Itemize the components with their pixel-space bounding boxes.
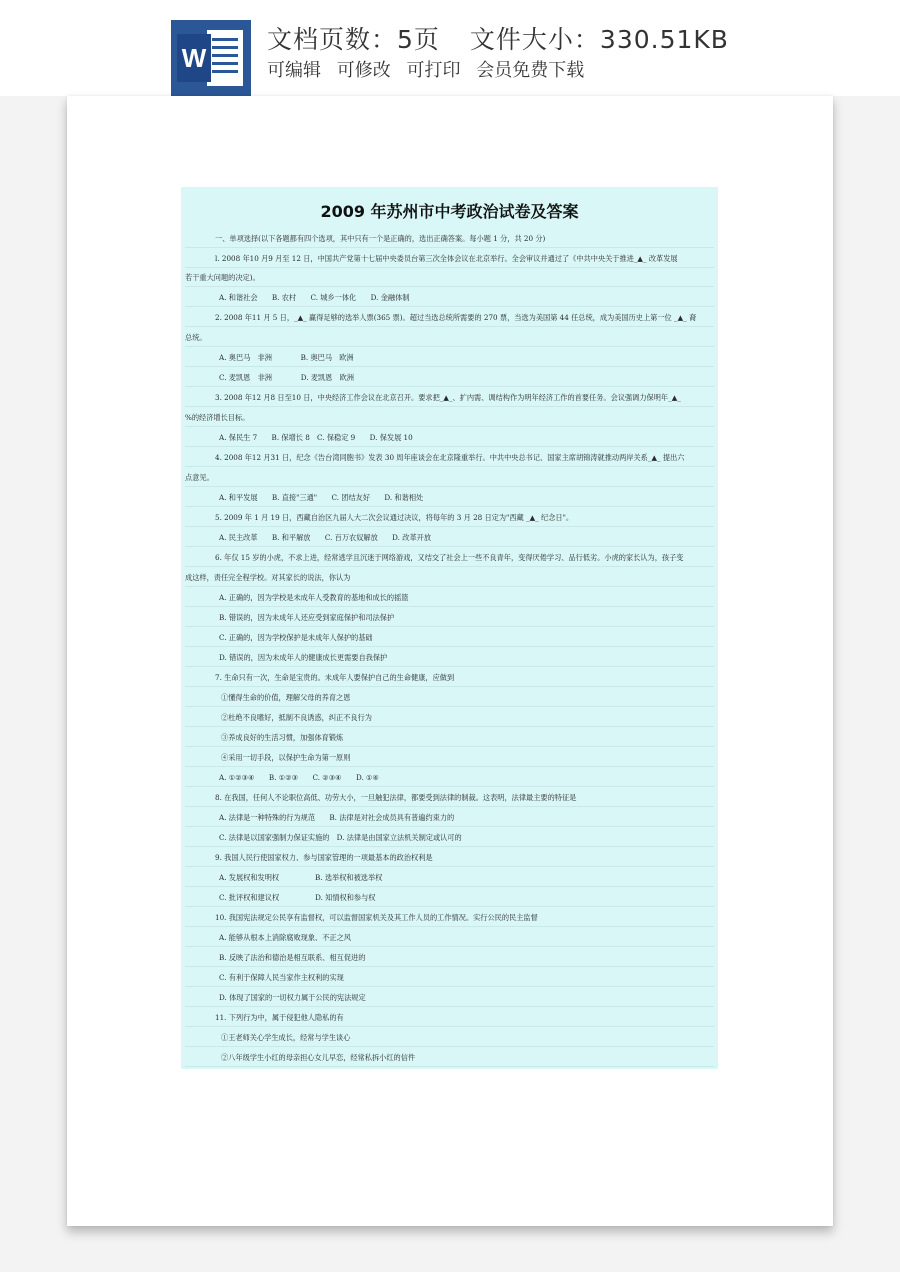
line-divider	[185, 806, 714, 807]
document-line: A. 发展权和发明权 B. 选举权和被选举权	[219, 873, 383, 882]
feature-printable: 可打印	[406, 60, 461, 81]
page-count: 文档页数：5页	[267, 25, 440, 54]
document-line: 若干重大问题的决定)。	[185, 273, 260, 282]
document-line: 4. 2008 年12 月31 日，纪念《告台湾同胞书》发表 30 周年座谈会在北京隆重举行。中共中央总书记、国家主席胡锦涛就推动两岸关系_▲_ 提出六	[215, 453, 685, 462]
line-divider	[185, 446, 714, 447]
document-line: A. 民主改革 B. 和平解放 C. 百万农奴解放 D. 改革开放	[219, 533, 432, 542]
document-line: D. 错误的，因为未成年人的健康成长更需要自我保护	[219, 653, 388, 662]
line-divider	[185, 346, 714, 347]
document-line: C. 法律是以国家强制力保证实施的 D. 法律是由国家立法机关制定或认可的	[219, 833, 462, 842]
document-content	[181, 187, 718, 1069]
line-divider	[185, 426, 714, 427]
document-line: A. 保民生 7 B. 保增长 8 C. 保稳定 9 D. 保发展 10	[219, 433, 413, 442]
line-divider	[185, 786, 714, 787]
line-divider	[185, 706, 714, 707]
document-line: C. 有利于保障人民当家作主权利的实现	[219, 973, 344, 982]
line-divider	[185, 306, 714, 307]
line-divider	[185, 326, 714, 327]
line-divider	[185, 486, 714, 487]
feature-modifiable: 可修改	[336, 60, 391, 81]
line-divider	[185, 886, 714, 887]
document-line: C. 正确的，因为学校保护是未成年人保护的基础	[219, 633, 373, 642]
document-line: %的经济增长目标。	[185, 413, 250, 422]
line-divider	[185, 606, 714, 607]
document-title: 2009 年苏州市中考政治试卷及答案	[320, 202, 579, 221]
document-line: 总统。	[185, 333, 207, 342]
line-divider	[185, 466, 714, 467]
document-line: ④采用一切手段，以保护生命为第一原则	[221, 753, 351, 762]
line-divider	[185, 267, 714, 268]
document-line: 10. 我国宪法规定公民享有监督权，可以监督国家机关及其工作人员的工作情况。实行公民的民主监督	[215, 913, 538, 922]
document-line: A. 能够从根本上消除腐败现象、不正之风	[219, 933, 351, 942]
line-divider	[185, 686, 714, 687]
document-line: 11. 下列行为中，属于侵犯他人隐私的有	[215, 1013, 344, 1022]
document-line: D. 体现了国家的一切权力属于公民的宪法规定	[219, 993, 366, 1002]
document-line: l. 2008 年10 月9 月至 12 日，中国共产党第十七届中央委员台第三次全体会议在北京举行。全会审议并通过了《中共中央关于推进_▲_ 改革发展	[215, 254, 678, 263]
word-document-icon	[171, 20, 251, 96]
download-header	[0, 0, 900, 96]
svg-text:W: W	[181, 43, 207, 73]
document-line: ①懂得生命的价值，理解父母的养育之恩	[221, 693, 351, 702]
line-divider	[185, 526, 714, 527]
document-line: B. 反映了法治和德治是相互联系、相互促进的	[219, 953, 366, 962]
line-divider	[185, 1066, 714, 1067]
file-size: 文件大小：330.51KB	[469, 25, 729, 54]
document-line: 一、单项选择(以下各题都有四个选项，其中只有一个是正确的，选出正确答案。每小题 1 分，共 20 分)	[215, 234, 546, 243]
document-line: 7. 生命只有一次，生命是宝贵的。未成年人要保护自己的生命健康，应做到	[215, 673, 455, 682]
line-divider	[185, 846, 714, 847]
line-divider	[185, 406, 714, 407]
line-divider	[185, 247, 714, 248]
line-divider	[185, 826, 714, 827]
document-line: ①王老师关心学生成长，经常与学生谈心	[221, 1033, 351, 1042]
line-divider	[185, 946, 714, 947]
document-line: ②杜绝不良嗜好，抵制不良诱惑，纠正不良行为	[221, 713, 372, 722]
feature-member-download: 会员免费下载	[476, 60, 585, 81]
line-divider	[185, 906, 714, 907]
line-divider	[185, 1006, 714, 1007]
line-divider	[185, 966, 714, 967]
file-info	[267, 20, 729, 56]
document-line: 9. 我国人民行使国家权力、参与国家管理的一项最基本的政治权利是	[215, 853, 433, 862]
document-line: A. 和平发展 B. 直接"三通" C. 团结友好 D. 和谐相处	[219, 493, 424, 502]
line-divider	[185, 586, 714, 587]
feature-list	[267, 56, 594, 82]
line-divider	[185, 666, 714, 667]
document-line: ③养成良好的生活习惯，加强体育锻炼	[221, 733, 344, 742]
line-divider	[185, 626, 714, 627]
line-divider	[185, 286, 714, 287]
line-divider	[185, 386, 714, 387]
document-line: A. 法律是一种特殊的行为规范 B. 法律是对社会成员具有普遍约束力的	[219, 813, 455, 822]
document-line: B. 错误的，因为未成年人还应受到家庭保护和司法保护	[219, 613, 395, 622]
document-line: C. 批评权和建议权 D. 知情权和参与权	[219, 893, 376, 902]
document-line: 成这样，责任完全程学校。对其家长的说法，你认为	[185, 573, 351, 582]
line-divider	[185, 506, 714, 507]
line-divider	[185, 546, 714, 547]
document-line: 6. 年仅 15 岁的小虎，不求上进，经常逃学且沉迷于网络游戏，又结交了社会上一些不良青年，变得厌倦学习、品行低劣。小虎的家长认为，孩子变	[215, 553, 684, 562]
feature-editable: 可编辑	[267, 60, 321, 81]
line-divider	[185, 926, 714, 927]
document-line: 点意见。	[185, 473, 214, 482]
line-divider	[185, 986, 714, 987]
line-divider	[185, 1046, 714, 1047]
line-divider	[185, 646, 714, 647]
line-divider	[185, 746, 714, 747]
line-divider	[185, 366, 714, 367]
line-divider	[185, 566, 714, 567]
document-line: ②八年级学生小红的母亲担心女儿早恋，经常私拆小红的信件	[221, 1053, 416, 1062]
document-line: 2. 2008 年11 月 5 日，_▲_ 赢得足够的选举人票(365 票)。超过当选总统所需要的 270 票，当选为美国第 44 任总统，成为美国历史上第一位 _▲_ 裔	[215, 313, 697, 322]
document-line: A. 和谐社会 B. 农村 C. 城乡一体化 D. 金融体制	[219, 293, 410, 302]
document-line: 5. 2009 年 1 月 19 日，西藏自治区九届人大二次会议通过决议，将每年的 3 月 28 日定为"西藏 _▲_ 纪念日"。	[215, 513, 574, 522]
document-line: C. 麦凯恩 非洲 D. 麦凯恩 欧洲	[219, 373, 354, 382]
document-line: A. 正确的，因为学校是未成年人受教育的基地和成长的摇篮	[219, 593, 409, 602]
line-divider	[185, 866, 714, 867]
document-line: A. ①②③④ B. ①②③ C. ②③④ D. ①④	[219, 773, 379, 782]
document-line: 8. 在我国，任何人不论职位高低、功劳大小，一旦触犯法律，都要受到法律的制裁。这表明，法律最主要的特征是	[215, 793, 577, 802]
document-line: A. 奥巴马 非洲 B. 奥巴马 欧洲	[219, 353, 354, 362]
line-divider	[185, 766, 714, 767]
line-divider	[185, 1026, 714, 1027]
document-line: 3. 2008 年12 月8 日至10 日，中央经济工作会议在北京召开。要求把_▲_、扩内需、调结构作为明年经济工作的首要任务。会议强调力保明年_▲_	[215, 393, 681, 402]
line-divider	[185, 726, 714, 727]
